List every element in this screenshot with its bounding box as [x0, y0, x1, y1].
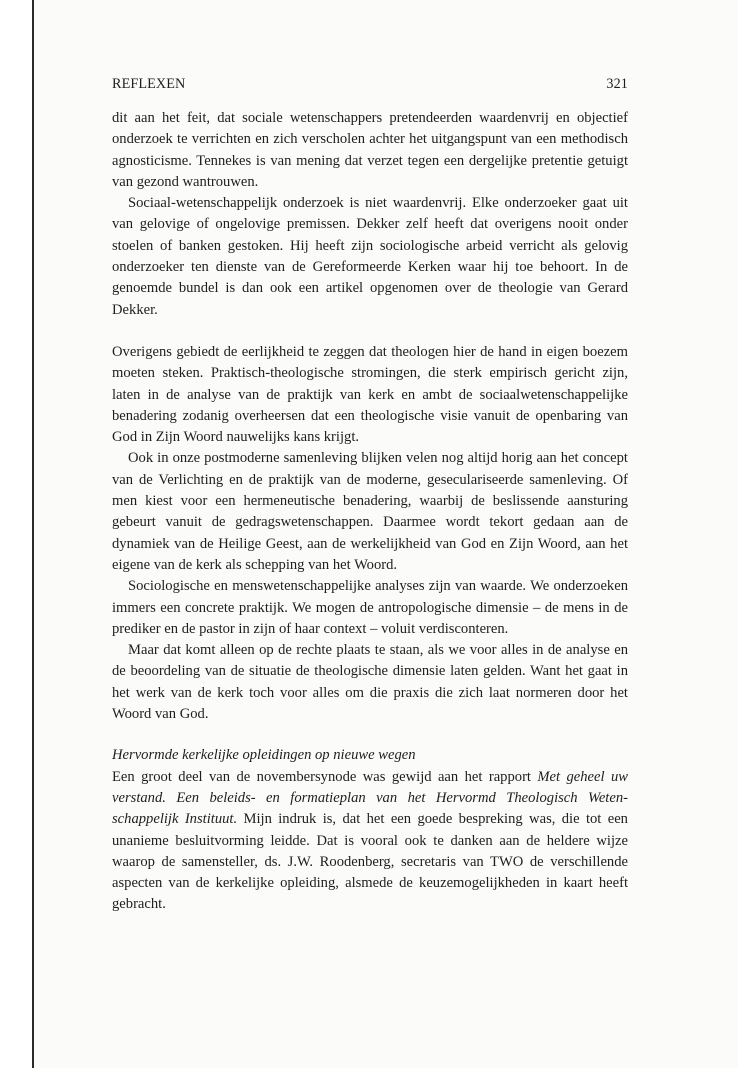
body-text [112, 108, 628, 916]
paragraph-5: Sociologische en menswetenschappelijke analyses zijn van waarde. We onderzoeken immers een concrete praktijk. We mogen de antropologische dimensie – de mens in de prediker en de pastor in zijn of haar context – voluit verdisconteren. [112, 578, 628, 637]
paragraph-6: Maar dat komt alleen op de rechte plaats te staan, als we voor alles in de analyse en de beoordeling van de situatie de theologische dimensie laten gelden. Want het gaat in het werk van de kerk toch voor alles om die praxis die zich laat normeren door het Woord van God. [112, 642, 628, 723]
page-number: 321 [606, 76, 628, 92]
running-title: REFLEXEN [112, 76, 186, 92]
running-header [112, 76, 628, 93]
report-title: Met geheel uw verstand. Een beleids- en formatieplan van het Hervormd Theologisch Wetenschappelijk Instituut. [112, 768, 628, 828]
paragraph-2: Sociaal-wetenschappelijk onderzoek is niet waardenvrij. Elke onderzoeker gaat uit van gelovige of ongelovige premissen. Dekker zelf heeft dat overigens nooit onder stoelen of banken gestoken. Hij heeft zijn sociologische arbeid verricht als gelovig onderzoeker ten dienste van de Gereformeerde Kerken waar hij toe behoort. In de genoemde bundel is dan ook een artikel opgenomen over de theologie van Gerard Dekker. [112, 195, 628, 318]
paragraph-3: Overigens gebiedt de eerlijkheid te zeggen dat theologen hier de hand in eigen boezem moeten steken. Praktisch-theologische stromingen, die sterk empirisch gericht zijn, laten in de analyse van de praktijk van kerk en ambt de sociaalwetenschappelijke benadering zodanig overheersen dat een theologische visie vanuit de openbaring van God in Zijn Woord nauwelijks kans krijgt. [112, 343, 628, 446]
paragraph-7-rest: Mijn indruk is, dat het een goede bespreking was, die tot een unanieme besluitvorming leidde. Dat is vooral ook te danken aan de heldere wijze waarop de samensteller, ds. J.W. Roodenberg, secretaris van TWO de verschillende aspecten van de kerkelijke opleiding, alsmede de keuzemogelijkheden in kaart heeft gebracht. [112, 811, 628, 913]
section-heading: Hervormde kerkelijke opleidingen op nieuwe wegen [112, 747, 416, 764]
paragraph-7-lead: Een groot deel van de novembersynode was gewijd aan het rapport [112, 768, 538, 785]
paragraph-1: dit aan het feit, dat sociale wetenschappers pretendeerden waardenvrij en objectief onderzoek te verrichten en zich verscholen achter het uitgangspunt van een methodisch agnosticisme. Tennekes is van mening dat verzet tegen een dergelijke pretentie getuigt van gezond wantrouwen. [112, 110, 628, 190]
paragraph-7 [112, 767, 628, 916]
paragraph-4: Ook in onze postmoderne samenleving blijken velen nog altijd horig aan het concept van de Verlichting en de praktijk van de moderne, geseculariseerde samenleving. Of men kiest voor een hermeneutische benadering, waarbij de beslissende aansturing gebeurt vanuit de gedragswetenschappen. Daarmee wordt tekort gedaan aan de dynamiek van de Heilige Geest, aan de werkelijkheid van God en Zijn Woord, aan het eigene van de kerk als schepping van het Woord. [112, 450, 628, 573]
